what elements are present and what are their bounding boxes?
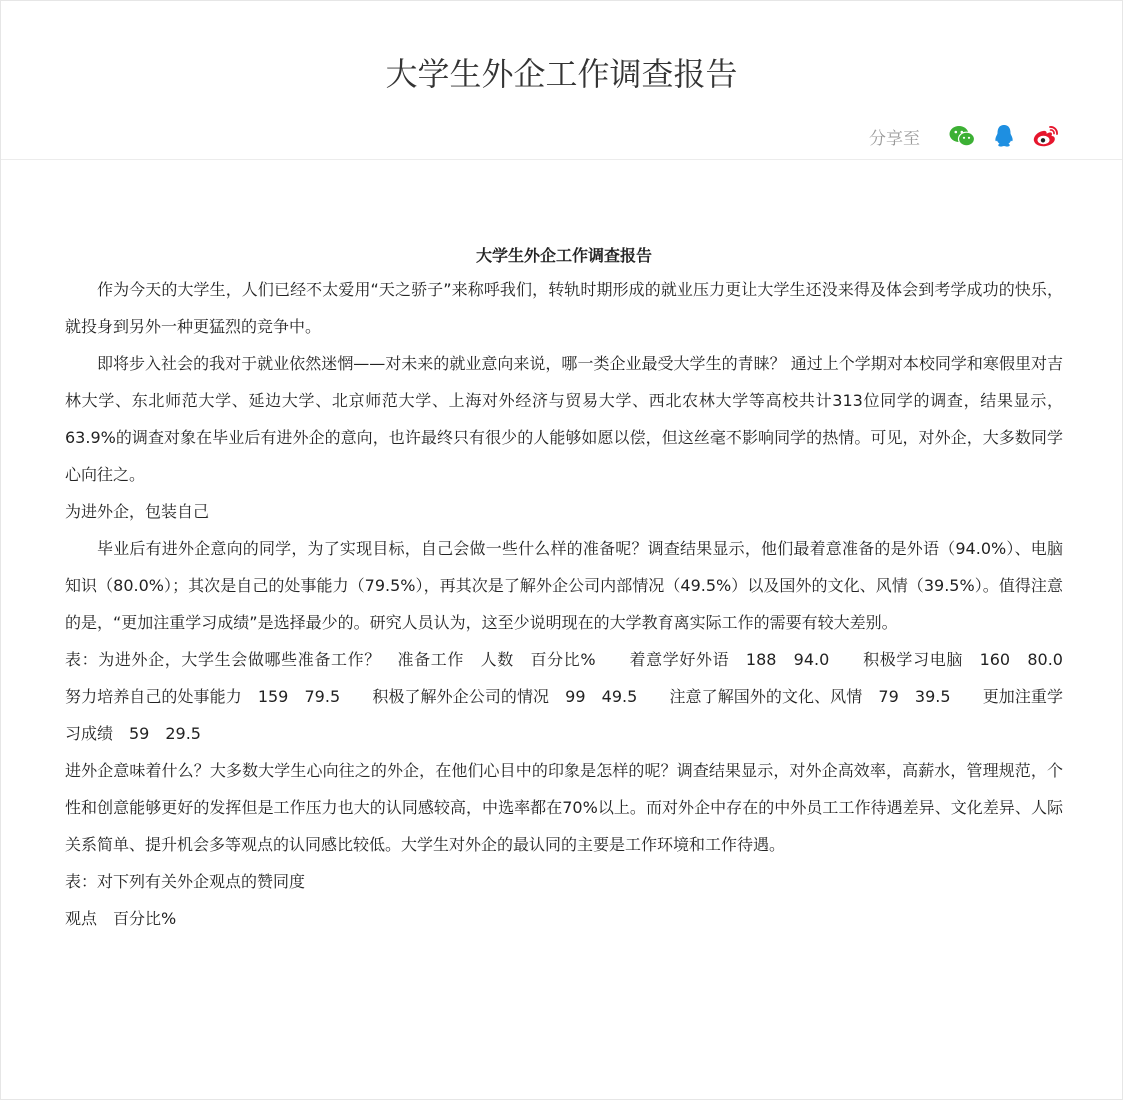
table-text: 表：为进外企，大学生会做哪些准备工作？ 准备工作 人数 百分比% 着意学好外语 188 94.0 积极学习电脑 160 80.0 努力培养自己的处事能力 159 79.5 积极了解外企公司的情况 99 49.5 注意了解国外的文化、风情 79 39.5 更加注重学习成绩 59 29.5 [65,650,1096,743]
page-title: 大学生外企工作调查报告 [385,55,738,93]
paragraph: 即将步入社会的我对于就业依然迷惘——对未来的就业意向来说，哪一类企业最受大学生的青睐？ 通过上个学期对本校同学和寒假里对吉林大学、东北师范大学、延边大学、北京师范大学、上海对外经济与贸易大学、西北农林大学等高校共计313位同学的调查，结果显示，63.9%的调查对象在毕业后有进外企的意向，也许最终只有很少的人能够如愿以偿，但这丝毫不影响同学的热情。可见，对外企，大多数同学心向往之。 [65,354,1063,484]
share-label: 分享至 [869,128,920,149]
page-header [1,1,1122,160]
article-body [65,241,1096,937]
weibo-icon[interactable] [1032,122,1060,150]
article-title: 大学生外企工作调查报告 [475,246,652,265]
share-bar [869,121,1060,151]
section-heading: 为进外企，包装自己 [65,502,210,521]
paragraph: 作为今天的大学生，人们已经不太爱用“天之骄子”来称呼我们，转轨时期形成的就业压力更让大学生还没来得及体会到考学成功的快乐，就投身到另外一种更猛烈的竞争中。 [65,280,1063,336]
wechat-icon[interactable] [948,122,976,150]
paragraph: 毕业后有进外企意向的同学，为了实现目标，自己会做一些什么样的准备呢？调查结果显示，他们最着意准备的是外语（94.0%）、电脑知识（80.0%）；其次是自己的处事能力（79.5%），再其次是了解外企公司内部情况（49.5%）以及国外的文化、风情（39.5%）。值得注意的是，“更加注重学习成绩”是选择最少的。研究人员认为，这至少说明现在的大学教育离实际工作的需要有较大差别。 [65,539,1063,632]
qq-icon[interactable] [990,122,1018,150]
table-caption: 表：对下列有关外企观点的赞同度 [65,872,306,891]
table-text: 观点 百分比% [65,909,177,928]
paragraph: 进外企意味着什么？大多数大学生心向往之的外企，在他们心目中的印象是怎样的呢？调查结果显示，对外企高效率，高薪水，管理规范，个性和创意能够更好的发挥但是工作压力也大的认同感较高，中选率都在70%以上。而对外企中存在的中外员工工作待遇差异、文化差异、人际关系简单、提升机会多等观点的认同感比较低。大学生对外企的最认同的主要是工作环境和工作待遇。 [65,761,1063,854]
